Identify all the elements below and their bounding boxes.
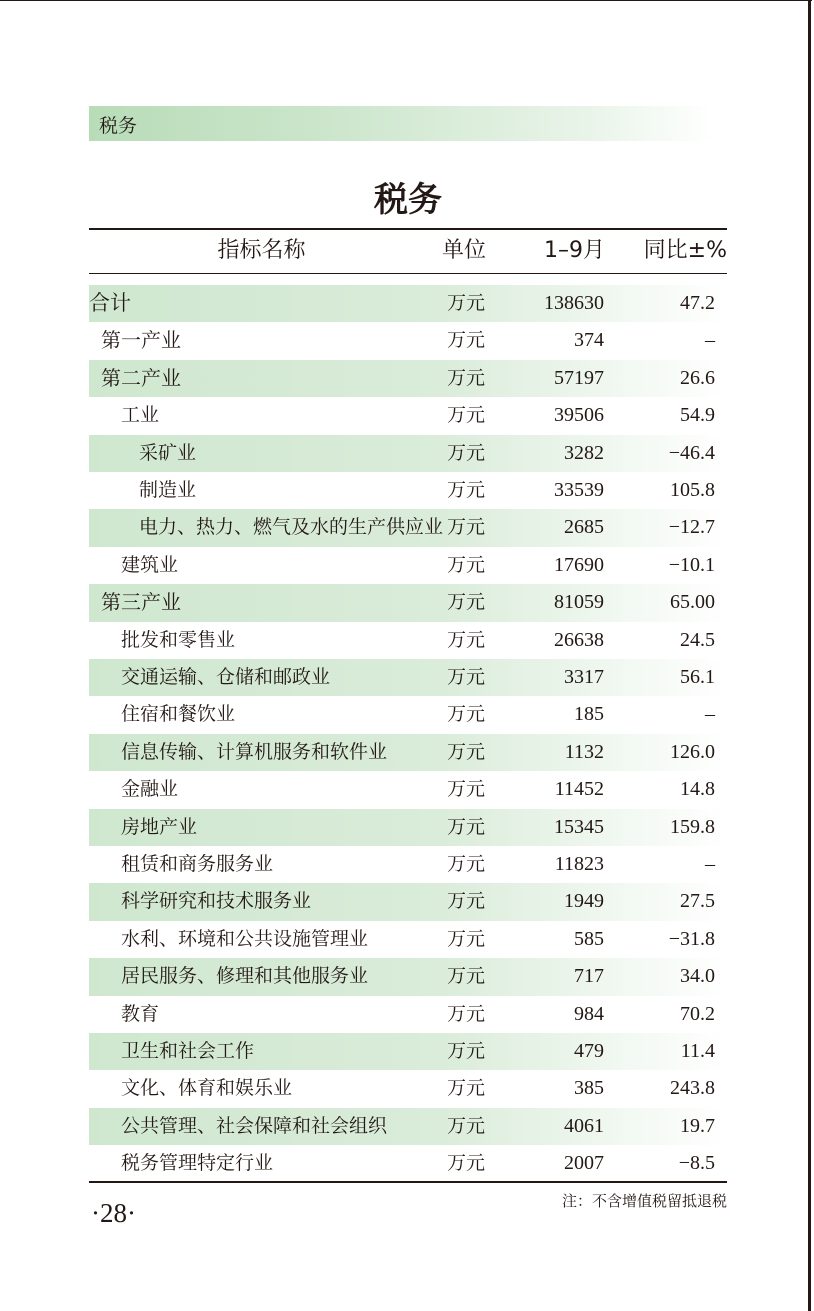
table-row: [89, 1145, 727, 1182]
yoy-change-cell: 14.8: [680, 778, 715, 801]
unit-cell: 万元: [446, 815, 485, 838]
period-value-cell: 984: [574, 1002, 604, 1025]
indicator-name-cell: 水利、环境和公共设施管理业: [121, 927, 369, 950]
indicator-name-cell: 合计: [89, 291, 131, 315]
indicator-name-cell: 金融业: [121, 778, 179, 801]
yoy-change-cell: 34.0: [680, 965, 715, 988]
unit-cell: 万元: [446, 404, 485, 427]
section-label: 税务: [99, 115, 138, 137]
period-value-cell: 39506: [554, 404, 604, 427]
period-value-cell: 57197: [554, 366, 604, 389]
table-row: [89, 285, 727, 322]
unit-cell: 万元: [446, 1002, 485, 1025]
period-value-cell: 717: [574, 965, 604, 988]
table-row: [89, 846, 727, 883]
period-value-cell: 11452: [554, 778, 604, 801]
period-value-cell: 15345: [554, 815, 604, 838]
indicator-name-cell: 税务管理特定行业: [121, 1152, 274, 1175]
unit-cell: 万元: [446, 329, 485, 352]
yoy-change-cell: 65.00: [670, 591, 715, 614]
table-top-rule: [89, 228, 727, 230]
section-header-bar: [89, 106, 714, 141]
yoy-change-cell: 56.1: [680, 666, 715, 688]
yoy-change-cell: −10.1: [668, 553, 715, 576]
unit-cell: 万元: [446, 292, 485, 314]
period-value-cell: 185: [574, 703, 604, 726]
period-value-cell: 4061: [564, 1114, 604, 1137]
unit-cell: 万元: [446, 965, 485, 988]
yoy-change-cell: 159.8: [670, 815, 715, 838]
indicator-name-cell: 居民服务、修理和其他服务业: [121, 965, 369, 988]
page-right-border: [808, 0, 811, 1311]
indicator-name-cell: 工业: [121, 404, 160, 427]
indicator-name-cell: 卫生和社会工作: [121, 1040, 255, 1062]
period-value-cell: 385: [574, 1077, 604, 1100]
period-value-cell: 479: [574, 1040, 604, 1062]
unit-cell: 万元: [446, 778, 485, 801]
yoy-change-cell: −31.8: [668, 927, 715, 950]
indicator-name-cell: 电力、热力、燃气及水的生产供应业: [139, 516, 444, 539]
table-row: [89, 996, 727, 1033]
yoy-change-cell: −8.5: [678, 1152, 715, 1175]
table-header-rule: [89, 273, 727, 274]
column-header-unit: 单位: [441, 238, 486, 263]
yoy-change-cell: 70.2: [680, 1002, 715, 1025]
unit-cell: 万元: [446, 553, 485, 576]
unit-cell: 万元: [446, 366, 485, 389]
table-row: [89, 472, 727, 509]
unit-cell: 万元: [446, 591, 485, 614]
period-value-cell: 1949: [564, 890, 604, 913]
yoy-change-cell: 126.0: [670, 740, 715, 763]
unit-cell: 万元: [446, 740, 485, 763]
indicator-name-cell: 制造业: [139, 479, 197, 501]
table-row: [89, 734, 727, 771]
unit-cell: 万元: [446, 516, 485, 539]
unit-cell: 万元: [446, 1152, 485, 1175]
yoy-change-cell: 11.4: [680, 1040, 715, 1062]
table-row: [89, 622, 727, 659]
yoy-change-cell: 47.2: [680, 292, 715, 314]
table-row: [89, 1070, 727, 1107]
table-row: [89, 435, 727, 472]
period-value-cell: 81059: [554, 591, 604, 614]
table-row: [89, 547, 727, 584]
yoy-change-cell: 27.5: [680, 890, 715, 913]
unit-cell: 万元: [446, 927, 485, 950]
yoy-change-cell: 54.9: [680, 404, 715, 427]
column-header-yoy: 同比±%: [643, 238, 727, 263]
unit-cell: 万元: [446, 1077, 485, 1100]
indicator-name-cell: 采矿业: [139, 441, 197, 464]
yoy-change-cell: –: [705, 853, 715, 875]
unit-cell: 万元: [446, 479, 485, 501]
yoy-change-cell: –: [705, 703, 715, 726]
period-value-cell: 26638: [554, 628, 604, 651]
table-row: [89, 883, 727, 920]
indicator-name-cell: 教育: [121, 1002, 160, 1025]
unit-cell: 万元: [446, 628, 485, 651]
table-title: 税务: [374, 180, 442, 220]
table-row: [89, 397, 727, 434]
table-row: [89, 360, 727, 397]
indicator-name-cell: 第二产业: [101, 365, 181, 390]
unit-cell: 万元: [446, 853, 485, 875]
column-header-period: 1–9月: [544, 238, 605, 263]
page-number: ·28·: [91, 1198, 136, 1228]
table-row: [89, 696, 727, 733]
indicator-name-cell: 第三产业: [101, 590, 181, 615]
yoy-change-cell: 24.5: [680, 628, 715, 651]
table-row: [89, 322, 727, 359]
table-bottom-rule: [89, 1181, 727, 1183]
footnote: 注：不含增值税留抵退税: [561, 1192, 727, 1210]
period-value-cell: 2007: [564, 1152, 604, 1175]
indicator-name-cell: 房地产业: [121, 815, 198, 838]
period-value-cell: 3282: [564, 441, 604, 464]
period-value-cell: 1132: [564, 740, 604, 763]
unit-cell: 万元: [446, 1114, 485, 1137]
yoy-change-cell: −46.4: [668, 441, 715, 464]
yoy-change-cell: –: [705, 329, 715, 352]
table-row: [89, 1033, 727, 1070]
indicator-name-cell: 建筑业: [121, 553, 179, 576]
unit-cell: 万元: [446, 666, 485, 688]
unit-cell: 万元: [446, 890, 485, 913]
column-header-name: 指标名称: [217, 238, 306, 263]
indicator-name-cell: 第一产业: [101, 328, 181, 353]
yoy-change-cell: 105.8: [670, 479, 715, 501]
table-row: [89, 921, 727, 958]
table-row: [89, 584, 727, 621]
indicator-name-cell: 住宿和餐饮业: [121, 703, 236, 726]
unit-cell: 万元: [446, 441, 485, 464]
period-value-cell: 33539: [554, 479, 604, 501]
unit-cell: 万元: [446, 1040, 485, 1062]
period-value-cell: 2685: [564, 516, 604, 539]
period-value-cell: 3317: [564, 666, 604, 688]
table-row: [89, 771, 727, 808]
indicator-name-cell: 信息传输、计算机服务和软件业: [121, 740, 388, 763]
table-row: [89, 1108, 727, 1145]
period-value-cell: 585: [574, 927, 604, 950]
page-top-border: [0, 0, 812, 1]
yoy-change-cell: 26.6: [680, 366, 715, 389]
period-value-cell: 138630: [544, 292, 604, 314]
unit-cell: 万元: [446, 703, 485, 726]
yoy-change-cell: 243.8: [670, 1077, 715, 1100]
period-value-cell: 17690: [554, 553, 604, 576]
yoy-change-cell: −12.7: [668, 516, 715, 539]
table-row: [89, 809, 727, 846]
indicator-name-cell: 公共管理、社会保障和社会组织: [121, 1114, 388, 1137]
indicator-name-cell: 文化、体育和娱乐业: [121, 1077, 293, 1100]
indicator-name-cell: 科学研究和技术服务业: [121, 890, 312, 913]
period-value-cell: 11823: [554, 853, 604, 875]
indicator-name-cell: 租赁和商务服务业: [121, 853, 274, 875]
table-row: [89, 659, 727, 696]
table-row: [89, 958, 727, 995]
table-row: [89, 509, 727, 546]
yoy-change-cell: 19.7: [680, 1114, 715, 1137]
indicator-name-cell: 交通运输、仓储和邮政业: [121, 666, 331, 688]
indicator-name-cell: 批发和零售业: [121, 628, 236, 651]
period-value-cell: 374: [574, 329, 604, 352]
